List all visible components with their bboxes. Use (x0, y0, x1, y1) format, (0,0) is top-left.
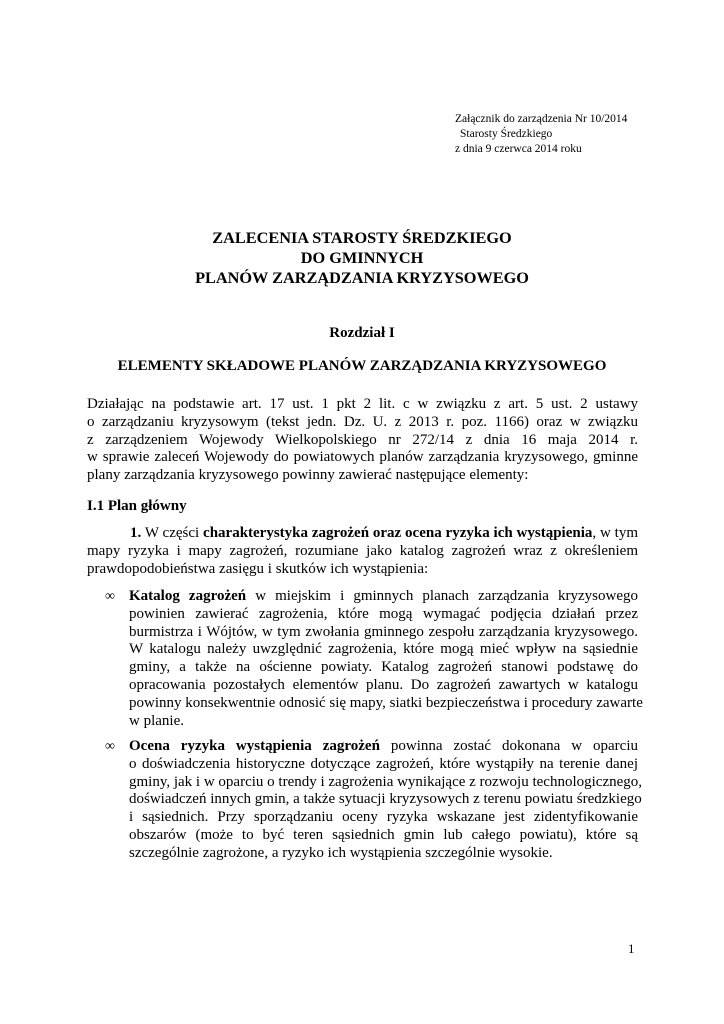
bullet-line: doświadczeń innych gmin, a także sytuacji kryzysowych z terenu powiatu średzkiego (129, 791, 642, 808)
bullet-first-rest: w miejskim i gminnych planach zarządzania kryzysowego (246, 588, 638, 604)
bullet-bold: Katalog zagrożeń (129, 588, 247, 604)
bullet-first-rest: powinna zostać dokonana w oparciu (379, 738, 638, 754)
bullet-line: o doświadczenia historyczne dotyczące zagrożeń, które wystąpiły na terenie danej (129, 755, 638, 772)
annex-note (455, 112, 705, 157)
paragraph-1-line-1 (87, 524, 638, 542)
chapter-label: Rozdział I (329, 325, 395, 341)
intro-line: z zarządzeniem Wojewody Wielkopolskiego nr 272/14 z dnia 16 maja 2014 r. (87, 431, 638, 448)
paragraph-1-line-3: prawdopodobieństwa zasięgu i skutków ich wystąpienia: (87, 561, 429, 577)
annex-line-3: z dnia 9 czerwca 2014 roku (455, 143, 582, 155)
bullet-line: i sąsiednich. Przy sporządzaniu oceny ryzyka wskazane jest zidentyfikowanie (129, 809, 638, 826)
bullet-body (129, 588, 643, 730)
intro-paragraph (87, 396, 638, 485)
page-number: 1 (628, 941, 635, 956)
bullet-line: powinien zawierać zagrożenia, które mogą wymagać podjęcia działań przez (129, 605, 638, 622)
bullet-item-catalog (105, 588, 643, 730)
annex-line-1: Załącznik do zarządzenia Nr 10/2014 (455, 113, 628, 125)
paragraph-1-bold: charakterystyka zagrożeń oraz ocena ryzyka ich wystąpienia (203, 525, 593, 541)
bullet-line: burmistrza i Wójtów, w tym zwołania gminnego zespołu zarządzania kryzysowego. (129, 623, 638, 640)
bullet-line: w planie. (129, 712, 184, 729)
chapter-title: ELEMENTY SKŁADOWE PLANÓW ZARZĄDZANIA KRYZYSOWEGO (117, 358, 607, 374)
intro-line: w sprawie zaleceń Wojewody do powiatowych planów zarządzania kryzysowego, gminne (87, 449, 638, 466)
bullet-line: gminy, a także na ościenne powiaty. Katalog zagrożeń stanowi podstawę do (129, 659, 638, 676)
title-line-1: ZALECENIA STAROSTY ŚREDZKIEGO (212, 228, 512, 247)
bullet-line: W katalogu należy uwzględnić zagrożenia, które mogą mieć wpływ na sąsiednie (129, 641, 638, 658)
bullet-line: szczególnie zagrożone, a ryzyko ich wystąpienia szczególnie wysokie. (129, 844, 553, 861)
document-title (0, 228, 724, 288)
bullet-line: powinny konsekwentnie odnosić się mapy, siatki bezpieczeństwa i procedury zawarte (129, 694, 643, 711)
bullet-line: obszarów (może to być teren sąsiednich gmin lub całego powiatu), które są (129, 826, 638, 843)
intro-line: o zarządzaniu kryzysowym (tekst jedn. Dz. U. z 2013 r. poz. 1166) oraz w związku (87, 413, 638, 430)
paragraph-1-line-2: mapy ryzyka i mapy zagrożeń, rozumiane jako katalog zagrożeń wraz z określeniem (87, 543, 638, 559)
intro-line: plany zarządzania kryzysowego powinny zawierać następujące elementy: (87, 467, 529, 484)
bullet-line (129, 588, 638, 606)
title-line-2: DO GMINNYCH (300, 248, 424, 267)
infinity-bullet-icon: ∞ (105, 739, 115, 754)
paragraph-number: 1. (130, 525, 142, 541)
bullet-line: opracowania pozostałych elementów planu. Do zagrożeń zawartych w katalogu (129, 676, 638, 693)
paragraph-1-pre: W części (141, 525, 204, 541)
bullet-item-risk (105, 738, 643, 863)
intro-line: Działając na podstawie art. 17 ust. 1 pkt 2 lit. c w związku z art. 5 ust. 2 ustawy (87, 396, 638, 412)
section-heading: I.1 Plan główny (87, 498, 187, 514)
infinity-bullet-icon: ∞ (105, 589, 115, 604)
annex-line-2: Starosty Średzkiego (460, 128, 553, 140)
paragraph-1-post: , w tym (592, 525, 639, 541)
paragraph-1 (87, 524, 638, 578)
bullet-line (129, 738, 638, 756)
bullet-line: gminy, jak i w oparciu o trendy i zagrożenia wynikające z rozwoju technologicznego, (129, 773, 643, 790)
title-line-3: PLANÓW ZARZĄDZANIA KRYZYSOWEGO (195, 268, 529, 287)
bullet-body (129, 738, 643, 863)
bullet-bold: Ocena ryzyka wystąpienia zagrożeń (129, 738, 380, 754)
